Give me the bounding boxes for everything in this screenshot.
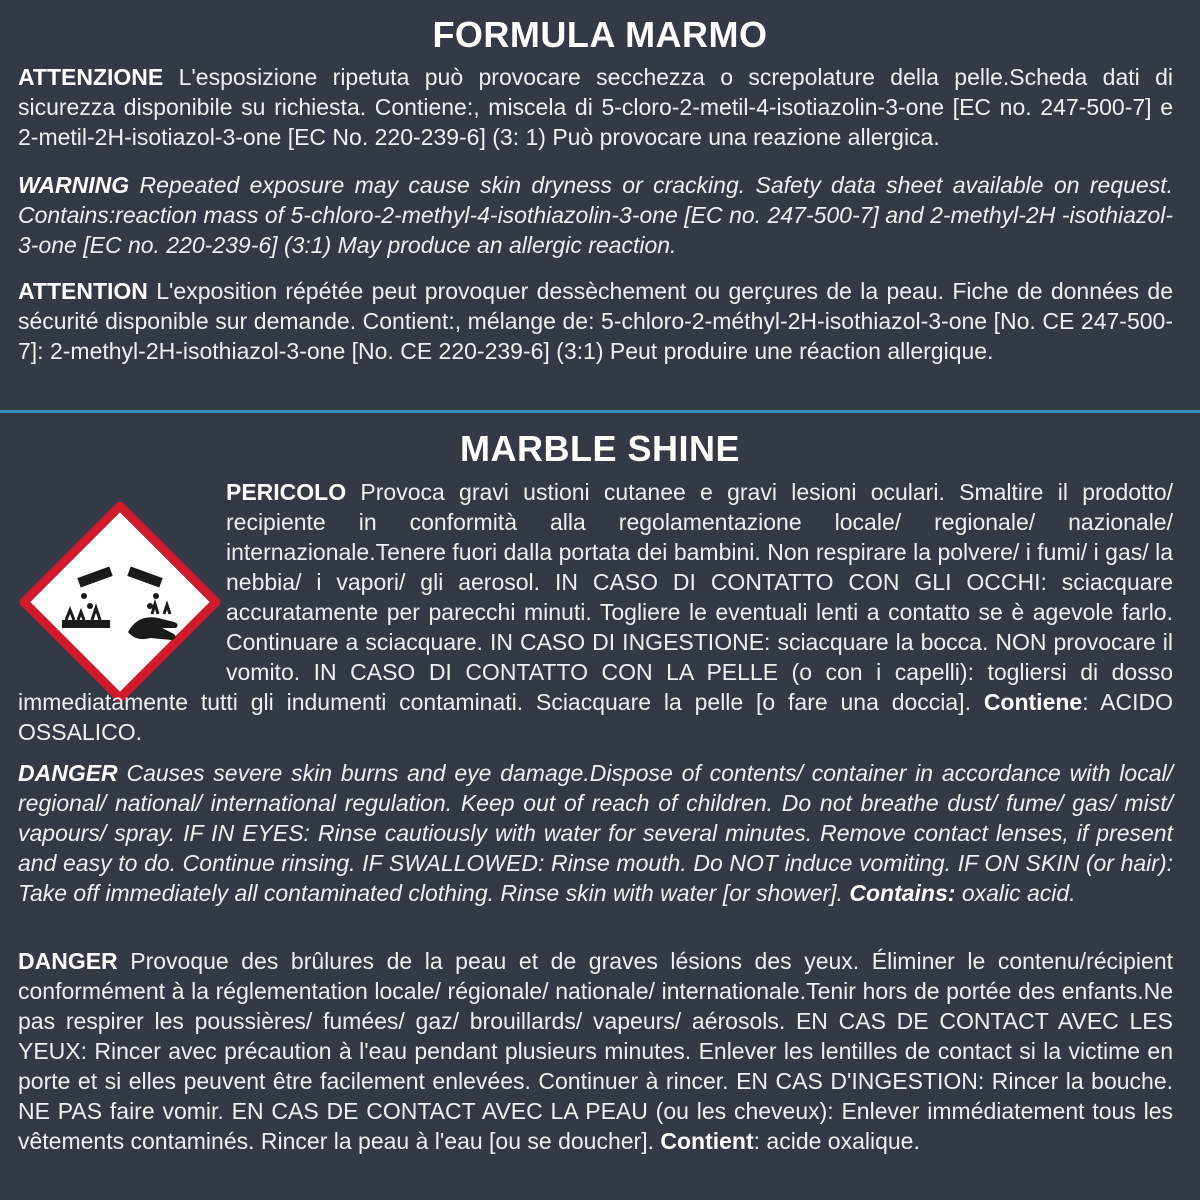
hazard-icon-spacer [18, 477, 226, 687]
signal-word-en: WARNING [18, 172, 130, 198]
warning-paragraph-fr [18, 276, 1173, 366]
contains-text-fr: : acide oxalique. [753, 1128, 920, 1154]
danger-text-it: Provoca gravi ustioni cutanee e gravi lesioni oculari. Smaltire il prodotto/ recipiente in conformità alla regolamentazione locale/ regionale/ nazionale/ internazionale.Tenere fuori dalla portata dei bambini. Non respirare la polvere/ i fumi/ i gas/ la nebbia/ i vapori/ gli aerosol. IN CASO DI CONTATTO CON GLI OCCHI: sciacquare accuratamente per parecchi minuti. Togliere le eventuali lenti a contatto se è agevole farlo. Continuare a sciacquare. IN CASO DI INGESTIONE: sciacquare la bocca. NON provocare il vomito. IN CASO DI CONTATTO CON LA PELLE (o con i capelli): togliersi di dosso immediatamente tutti gli indumenti contaminati. Sciacquare la pelle [o fare una doccia]. [18, 479, 1174, 715]
warning-paragraph-it [18, 62, 1173, 152]
signal-word-en-2: DANGER [18, 760, 118, 786]
signal-word-fr: ATTENTION [18, 278, 148, 304]
danger-text-en: Causes severe skin burns and eye damage.Dispose of contents/ container in accordance with local/ regional/ national/ international regulation. Keep out of reach of children. Do not breathe dust/ fume/ gas/ mist/ vapours/ spray. IF IN EYES: Rinse cautiously with water for several minutes. Remove contact lenses, if present and easy to do. Continue rinsing. IF SWALLOWED: Rinse mouth. Do NOT induce vomiting. IF ON SKIN (or hair): Take off immediately all contaminated clothing. Rinse skin with water [or shower]. [18, 760, 1174, 906]
danger-paragraph-en [18, 758, 1173, 908]
signal-word-fr-2: DANGER [18, 948, 118, 974]
danger-paragraph-it [18, 477, 1173, 747]
contains-text-en: oxalic acid. [961, 880, 1076, 906]
danger-text-fr: Provoque des brûlures de la peau et de graves lésions des yeux. Éliminer le contenu/récipient conformément à la réglementation locale/ régionale/ nationale/ internationale.Tenir hors de portée des enfants.Ne pas respirer les poussières/ fumées/ gaz/ brouillards/ vapeurs/ aérosols. EN CAS DE CONTACT AVEC LES YEUX: Rincer avec précaution à l'eau pendant plusieurs minutes. Enlever les lentilles de contact si la victime en porte et si elles peuvent être facilement enlevées. Continuer à rincer. EN CAS D'INGESTION: Rincer la bouche. NE PAS faire vomir. EN CAS DE CONTACT AVEC LA PEAU (ou les cheveux): Enlever immédiatement tous les vêtements contaminés. Rincer la peau à l'eau [ou se doucher]. [18, 948, 1174, 1154]
danger-paragraph-fr [18, 946, 1173, 1156]
signal-word-it: ATTENZIONE [18, 64, 164, 90]
product-title-en: MARBLE SHINE [459, 428, 740, 469]
contains-text-it: : ACIDO OSSALICO. [18, 689, 1173, 745]
product-title-it: FORMULA MARMO [432, 14, 768, 55]
contains-label-en: Contains: [849, 880, 956, 906]
signal-word-it-2: PERICOLO [226, 479, 347, 505]
warning-text-it: L'esposizione ripetuta può provocare secchezza o screpolature della pelle.Scheda dati di sicurezza disponibile su richiesta. Contiene:, miscela di 5-cloro-2-metil-4-isotiazolin-3-one [EC no. 247-500-7] e 2-metil-2H-isotiazol-3-one [EC No. 220-239-6] (3: 1) Può provocare una reazione allergica. [18, 64, 1174, 150]
warning-text-en: Repeated exposure may cause skin dryness or cracking. Safety data sheet available on request. Contains:reaction mass of 5-chloro-2-methyl-4-isothiazolin-3-one [EC no. 247-500-7] and 2-methyl-2H -isothiazol-3-one [EC no. 220-239-6] (3:1) May produce an allergic reaction. [18, 172, 1173, 258]
section-divider [0, 410, 1200, 413]
contains-label-fr: Contient [660, 1128, 754, 1154]
warning-paragraph-en [18, 170, 1173, 260]
contains-label-it: Contiene [983, 689, 1083, 715]
warning-text-fr: L'exposition répétée peut provoquer dessèchement ou gerçures de la peau. Fiche de données de sécurité disponible sur demande. Contient:, mélange de: 5-chloro-2-méthyl-2H-isothiazol-3-one [No. CE 247-500-7]: 2-methyl-2H-isothiazol-3-one [No. CE 220-239-6] (3:1) Peut produire une réaction allergique. [18, 278, 1174, 364]
